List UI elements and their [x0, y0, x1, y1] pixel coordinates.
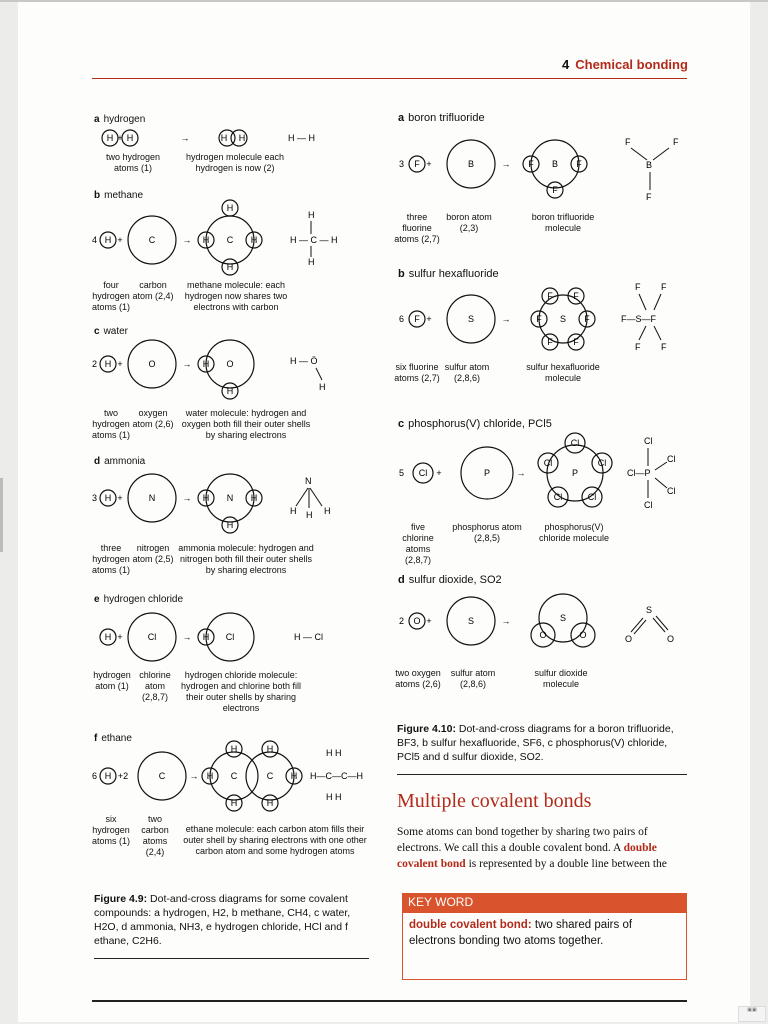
svg-text:→: → — [501, 616, 511, 626]
svg-text:H: H — [226, 262, 234, 272]
svg-text:H: H — [308, 210, 315, 220]
svg-text:Cl: Cl — [667, 486, 676, 496]
svg-text:H: H — [126, 133, 134, 143]
water-diagram — [92, 340, 326, 399]
phosphorus-chloride-diagram — [399, 433, 676, 510]
caption-e-2: chlorine atom (2,8,7) — [139, 670, 171, 702]
svg-text:C: C — [226, 235, 234, 245]
svg-text:6: 6 — [92, 771, 98, 781]
svg-text:→: → — [182, 235, 192, 245]
svg-text:Cl: Cl — [147, 632, 157, 642]
section-heading: Multiple covalent bonds — [397, 790, 592, 812]
methane-diagram — [92, 200, 338, 275]
svg-text:S: S — [646, 605, 653, 615]
svg-text:H: H — [266, 744, 274, 754]
svg-text:C: C — [158, 771, 166, 781]
caption-e-3: hydrogen chloride molecule: hydrogen and chlorine both fill their outer shells by sharing electrons — [180, 670, 302, 713]
svg-text:+: + — [117, 133, 123, 143]
svg-text:H H: H H — [326, 792, 342, 802]
svg-text:O: O — [625, 634, 633, 644]
svg-text:S: S — [559, 314, 567, 324]
svg-text:→: → — [182, 493, 192, 503]
diagram-d-label: d ammonia — [94, 456, 146, 467]
svg-text:N: N — [226, 493, 234, 503]
svg-text:C: C — [148, 235, 156, 245]
svg-text:S: S — [467, 314, 475, 324]
figure-4-10-caption: Figure 4.10: Dot-and-cross diagrams for a boron trifluoride, BF3, b sulfur hexafluoride, SF6, c phosphorus(V) chloride, PCl5 and d sulfur dioxide, SO2. — [397, 723, 674, 763]
caption-d-3: ammonia molecule: hydrogen and nitrogen both fill their outer shells by sharing electrons — [178, 543, 314, 575]
svg-text:N: N — [305, 476, 312, 486]
svg-text:5: 5 — [399, 468, 405, 478]
svg-text:F: F — [552, 185, 558, 195]
figure-4-10-diagrams — [395, 110, 690, 710]
caption-f-2: two carbon atoms (2,4) — [141, 814, 169, 857]
svg-text:F: F — [576, 159, 582, 169]
svg-text:Cl: Cl — [225, 632, 235, 642]
caption-ra-2: boron atom (2,3) — [446, 212, 492, 233]
svg-text:P: P — [483, 468, 491, 478]
section-body: Some atoms can bond together by sharing two pairs of electrons. We call this a double covalent bond. A double covalent bond is represented by a double line between the — [397, 826, 667, 870]
svg-text:F: F — [661, 342, 667, 352]
scanner-watermark: ▣▣ — [738, 1006, 766, 1022]
svg-text:H — Ö: H — Ö — [290, 356, 318, 366]
key-word-box — [402, 893, 687, 975]
svg-text:P: P — [571, 468, 579, 478]
svg-text:F: F — [547, 337, 553, 347]
svg-text:H: H — [290, 771, 298, 781]
svg-text:Cl: Cl — [570, 438, 580, 448]
svg-text:O: O — [539, 630, 547, 640]
svg-text:H: H — [206, 771, 214, 781]
caption-c-1: two hydrogen atoms (1) — [91, 408, 130, 440]
caption-e-1: hydrogen atom (1) — [93, 670, 131, 691]
caption-a-1: two hydrogen atoms (1) — [105, 152, 161, 173]
svg-text:H H: H H — [326, 748, 342, 758]
svg-text:→: → — [180, 133, 190, 143]
svg-text:C: C — [230, 771, 238, 781]
svg-text:3: 3 — [399, 159, 405, 169]
svg-text:+: + — [426, 159, 432, 169]
svg-text:Cl: Cl — [543, 458, 553, 468]
footer-rule — [92, 1000, 687, 1002]
svg-text:H: H — [230, 744, 238, 754]
svg-text:N: N — [148, 493, 156, 503]
hydrogen-chloride-diagram — [100, 613, 323, 661]
svg-text:S: S — [467, 616, 475, 626]
svg-text:F: F — [635, 282, 641, 292]
caption-rd-1: two oxygen atoms (2,6) — [395, 668, 441, 689]
svg-text:F: F — [673, 137, 679, 147]
caption-b-2: carbon atom (2,4) — [132, 280, 174, 301]
svg-text:O: O — [226, 359, 234, 369]
svg-text:Cl: Cl — [667, 454, 676, 464]
svg-text:H: H — [250, 235, 258, 245]
sulfur-hexafluoride-diagram — [399, 282, 667, 352]
caption-rb-1: six fluorine atoms (2,7) — [394, 362, 440, 383]
svg-text:+: + — [117, 632, 123, 642]
svg-text:S: S — [559, 613, 567, 623]
svg-text:H — C — H: H — C — H — [290, 235, 338, 245]
svg-text:F: F — [646, 192, 652, 202]
caption-rc-2: phosphorus atom (2,8,5) — [452, 522, 522, 543]
svg-text:+: + — [117, 235, 123, 245]
svg-text:F: F — [536, 314, 542, 324]
svg-text:O: O — [667, 634, 675, 644]
svg-text:H — Cl: H — Cl — [294, 632, 323, 642]
svg-text:H: H — [104, 493, 112, 503]
caption-c-2: oxygen atom (2,6) — [132, 408, 174, 429]
svg-text:H: H — [250, 493, 258, 503]
diagram-b-label: b methane — [94, 190, 144, 201]
chapter-header: 4 Chemical bonding — [562, 57, 688, 72]
svg-text:H: H — [306, 510, 313, 520]
svg-text:F: F — [661, 282, 667, 292]
svg-text:H: H — [308, 257, 315, 267]
svg-text:O: O — [579, 630, 587, 640]
diagram-rb-label: b sulfur hexafluoride — [398, 268, 499, 280]
svg-text:+: + — [426, 616, 432, 626]
caption-d-2: nitrogen atom (2,5) — [132, 543, 174, 564]
svg-text:Cl: Cl — [597, 458, 607, 468]
svg-text:H: H — [324, 506, 331, 516]
svg-text:Cl: Cl — [418, 468, 428, 478]
caption-rc-3: phosphorus(V) chloride molecule — [538, 522, 610, 543]
svg-text:H: H — [104, 771, 112, 781]
caption-a-2: hydrogen molecule each hydrogen is now (2) — [185, 152, 285, 173]
ammonia-diagram — [92, 474, 331, 533]
svg-text:F: F — [625, 137, 631, 147]
caption-rb-2: sulfur atom (2,8,6) — [444, 362, 490, 383]
caption-rd-3: sulfur dioxide molecule — [534, 668, 588, 689]
svg-text:H: H — [104, 235, 112, 245]
svg-text:B: B — [467, 159, 475, 169]
svg-text:O: O — [148, 359, 156, 369]
caption-b-1: four hydrogen atoms (1) — [91, 280, 130, 312]
diagram-rc-label: c phosphorus(V) chloride, PCl5 — [398, 418, 552, 430]
figure-4-10-rule — [397, 774, 687, 775]
svg-text:H: H — [230, 798, 238, 808]
caption-f-1: six hydrogen atoms (1) — [91, 814, 130, 846]
svg-text:Cl: Cl — [587, 492, 597, 502]
svg-text:→: → — [501, 159, 511, 169]
svg-text:H: H — [202, 632, 210, 642]
diagram-c-label: c water — [94, 326, 129, 337]
svg-text:F: F — [414, 314, 420, 324]
svg-text:H: H — [202, 359, 210, 369]
svg-text:Cl: Cl — [644, 500, 653, 510]
svg-text:2: 2 — [92, 359, 98, 369]
header-rule — [92, 78, 687, 79]
svg-text:B: B — [551, 159, 559, 169]
svg-text:F: F — [547, 291, 553, 301]
ethane-diagram — [92, 741, 363, 811]
key-term: double covalent bond — [397, 842, 657, 870]
svg-text:→: → — [501, 314, 511, 324]
caption-c-3: water molecule: hydrogen and oxygen both fill their outer shells by sharing electrons — [181, 408, 311, 440]
diagram-f-label: f ethane — [94, 733, 132, 744]
svg-text:+2: +2 — [117, 771, 129, 781]
hydrogen-diagram — [102, 130, 315, 146]
caption-rb-3: sulfur hexafluoride molecule — [526, 362, 600, 383]
boron-trifluoride-diagram — [399, 137, 679, 202]
figure-4-9-caption: Figure 4.9: Dot-and-cross diagrams for some covalent compounds: a hydrogen, H2, b methane, CH4, c water, H2O, d ammonia, NH3, e hydrogen chloride, HCl and f ethane, C2H6. — [94, 893, 351, 947]
svg-text:O: O — [413, 616, 421, 626]
svg-text:H — H: H — H — [288, 133, 315, 143]
svg-text:H: H — [104, 632, 112, 642]
svg-text:B: B — [646, 160, 653, 170]
svg-text:H: H — [319, 382, 326, 392]
svg-text:3: 3 — [92, 493, 98, 503]
svg-text:H: H — [290, 506, 297, 516]
sulfur-dioxide-diagram — [399, 594, 674, 647]
side-tab — [0, 478, 3, 552]
diagram-a-label: a hydrogen — [94, 114, 146, 125]
svg-text:F: F — [528, 159, 534, 169]
diagram-ra-label: a boron trifluoride — [398, 112, 485, 124]
svg-text:+: + — [117, 359, 123, 369]
svg-text:F: F — [414, 159, 420, 169]
svg-text:Cl: Cl — [553, 492, 563, 502]
svg-text:F: F — [635, 342, 641, 352]
svg-text:Cl—P: Cl—P — [627, 468, 651, 478]
svg-text:6: 6 — [399, 314, 405, 324]
key-word-definition: double covalent bond: two shared pairs of electrons bonding two atoms together. — [402, 913, 687, 980]
svg-text:H—C—C—H: H—C—C—H — [310, 771, 363, 781]
svg-text:H: H — [226, 386, 234, 396]
svg-text:H: H — [106, 133, 114, 143]
svg-text:H: H — [202, 235, 210, 245]
caption-d-1: three hydrogen atoms (1) — [91, 543, 130, 575]
svg-text:H: H — [202, 493, 210, 503]
svg-text:H: H — [226, 520, 234, 530]
svg-text:F: F — [573, 291, 579, 301]
svg-text:→: → — [516, 468, 526, 478]
svg-text:+: + — [426, 314, 432, 324]
diagram-e-label: e hydrogen chloride — [94, 594, 184, 605]
svg-text:H: H — [266, 798, 274, 808]
svg-text:H: H — [238, 133, 246, 143]
svg-text:4: 4 — [92, 235, 98, 245]
svg-text:2: 2 — [399, 616, 405, 626]
figure-4-9-diagrams — [90, 110, 390, 880]
svg-text:+: + — [117, 493, 123, 503]
caption-rd-2: sulfur atom (2,8,6) — [450, 668, 496, 689]
svg-text:H: H — [226, 203, 234, 213]
svg-text:H: H — [220, 133, 228, 143]
svg-text:→: → — [182, 632, 192, 642]
caption-b-3: methane molecule: each hydrogen now shares two electrons with carbon — [184, 280, 288, 312]
caption-f-3: ethane molecule: each carbon atom fills their outer shell by sharing electrons with one other carbon atom and some hydrogen atoms — [183, 824, 367, 856]
svg-text:→: → — [189, 771, 199, 781]
caption-rc-1: five chlorine atoms (2,8,7) — [402, 522, 434, 565]
caption-ra-1: three fluorine atoms (2,7) — [394, 212, 440, 244]
svg-text:H: H — [104, 359, 112, 369]
svg-text:Cl: Cl — [644, 436, 653, 446]
svg-text:→: → — [182, 359, 192, 369]
svg-text:F: F — [573, 337, 579, 347]
svg-text:+: + — [436, 468, 442, 478]
caption-ra-3: boron trifluoride molecule — [531, 212, 595, 233]
key-word-title: KEY WORD — [402, 893, 687, 913]
svg-text:C: C — [266, 771, 274, 781]
svg-text:F—S—F: F—S—F — [621, 314, 656, 324]
svg-text:F: F — [584, 314, 590, 324]
diagram-rd-label: d sulfur dioxide, SO2 — [398, 574, 502, 586]
figure-4-9-rule — [94, 958, 369, 959]
